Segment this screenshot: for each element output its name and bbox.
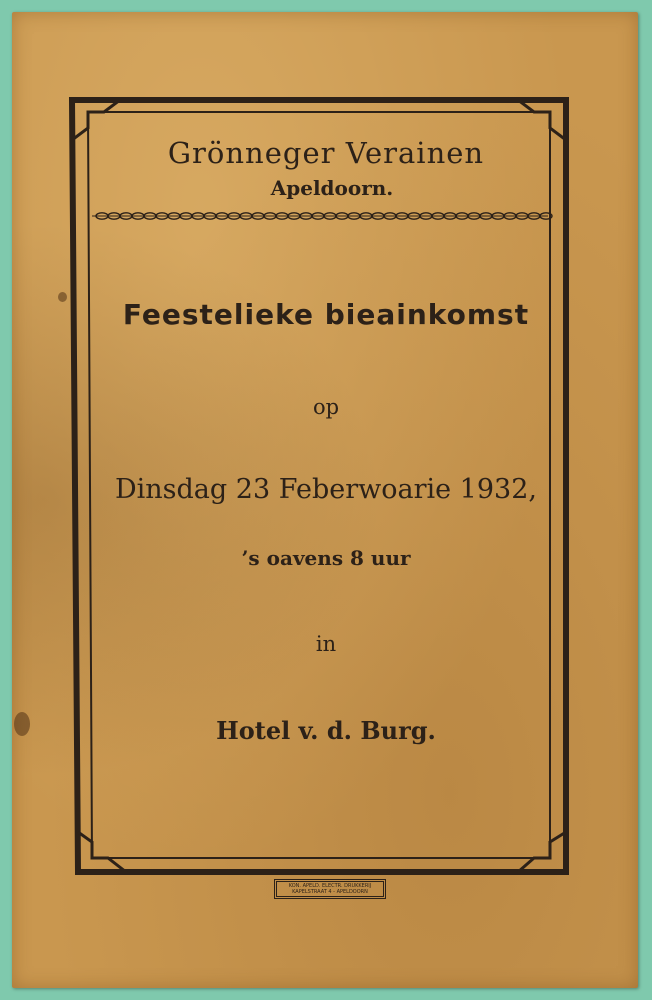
venue-name: Hotel v. d. Burg.	[216, 716, 436, 745]
city-name: Apeldoorn.	[270, 176, 394, 200]
chain-ornament	[92, 213, 552, 219]
on-word: op	[312, 395, 340, 419]
event-date: Dinsdag 23 Feberwoarie 1932,	[115, 474, 537, 505]
printer-line-1: KON. APELD. ELECTR. DRUKKERIJ	[288, 883, 372, 889]
organization-name: Grönneger Verainen	[167, 136, 485, 170]
printer-imprint	[276, 881, 384, 897]
event-time: ’s oavens 8 uur	[241, 546, 411, 570]
printer-line-2: KAPELSTRAAT 4 - APELDOORN	[292, 889, 368, 895]
in-word: in	[315, 632, 337, 656]
event-title: Feestelieke bieainkomst	[122, 298, 530, 331]
